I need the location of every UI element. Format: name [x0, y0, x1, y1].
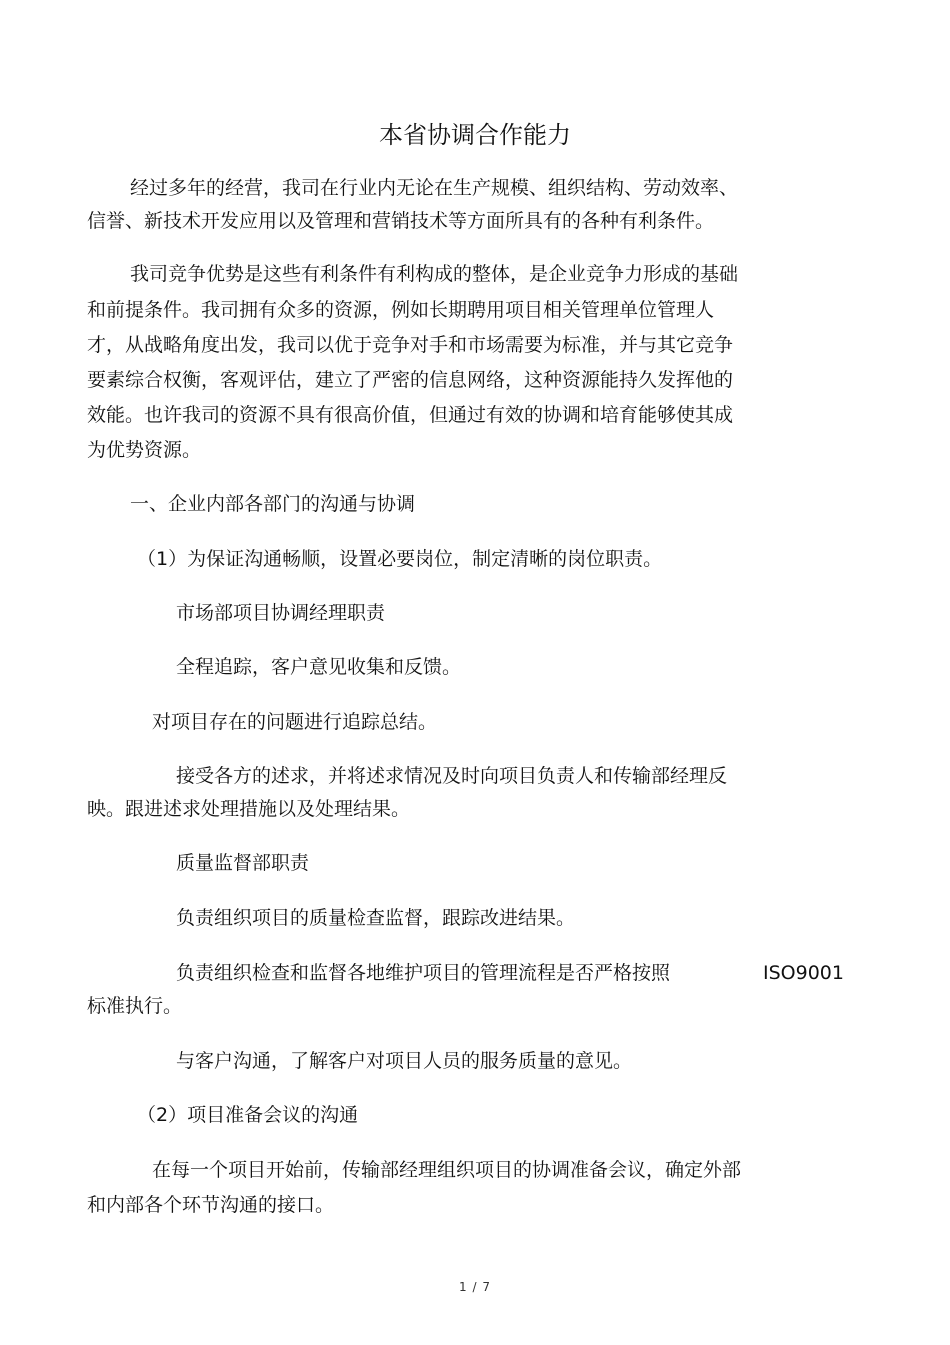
- paragraph-2-line-1: 我司竞争优势是这些有利条件有利构成的整体，是企业竞争力形成的基础: [130, 263, 739, 285]
- paragraph-2-line-3: 才，从战略角度出发，我司以优于竞争对手和市场需要为标准，并与其它竞争: [87, 334, 734, 356]
- market-duty-3-line-1: 接受各方的述求，并将述求情况及时向项目负责人和传输部经理反: [176, 765, 728, 787]
- quality-duty-2-line-2: 标准执行。: [87, 995, 183, 1017]
- quality-duty-2-line-1: 负责组织检查和监督各地维护项目的管理流程是否严格按照: [176, 962, 671, 984]
- quality-duty-1: 负责组织项目的质量检查监督，跟踪改进结果。: [176, 907, 576, 929]
- page-number: 1 / 7: [459, 1280, 491, 1294]
- iso-standard-label: ISO9001: [763, 962, 844, 984]
- paragraph-2-line-4: 要素综合权衡，客观评估，建立了严密的信息网络，这种资源能持久发挥他的: [87, 369, 734, 391]
- section-heading-1: 一、企业内部各部门的沟通与协调: [130, 493, 416, 515]
- paragraph-3-line-1: 在每一个项目开始前，传输部经理组织项目的协调准备会议，确定外部: [152, 1159, 742, 1181]
- paragraph-3-line-2: 和内部各个环节沟通的接口。: [87, 1194, 335, 1216]
- role-heading-quality: 质量监督部职责: [176, 852, 310, 874]
- paragraph-2-line-5: 效能。也许我司的资源不具有很高价值，但通过有效的协调和培育能够使其成: [87, 404, 734, 426]
- page-title: 本省协调合作能力: [379, 121, 571, 149]
- paragraph-2-line-2: 和前提条件。我司拥有众多的资源，例如长期聘用项目相关管理单位管理人: [87, 299, 715, 321]
- paragraph-1-line-2: 信誉、新技术开发应用以及管理和营销技术等方面所具有的各种有利条件。: [87, 210, 715, 232]
- subsection-heading-1: （1）为保证沟通畅顺，设置必要岗位，制定清晰的岗位职责。: [137, 548, 663, 570]
- market-duty-1: 全程追踪，客户意见收集和反馈。: [176, 656, 462, 678]
- quality-duty-3: 与客户沟通，了解客户对项目人员的服务质量的意见。: [176, 1050, 633, 1072]
- paragraph-2-line-6: 为优势资源。: [87, 439, 202, 461]
- paragraph-1-line-1: 经过多年的经营，我司在行业内无论在生产规模、组织结构、劳动效率、: [130, 177, 739, 199]
- market-duty-2: 对项目存在的问题进行追踪总结。: [152, 711, 438, 733]
- market-duty-3-line-2: 映。跟进述求处理措施以及处理结果。: [87, 798, 411, 820]
- role-heading-market: 市场部项目协调经理职责: [176, 602, 386, 624]
- subsection-heading-2: （2）项目准备会议的沟通: [137, 1104, 359, 1126]
